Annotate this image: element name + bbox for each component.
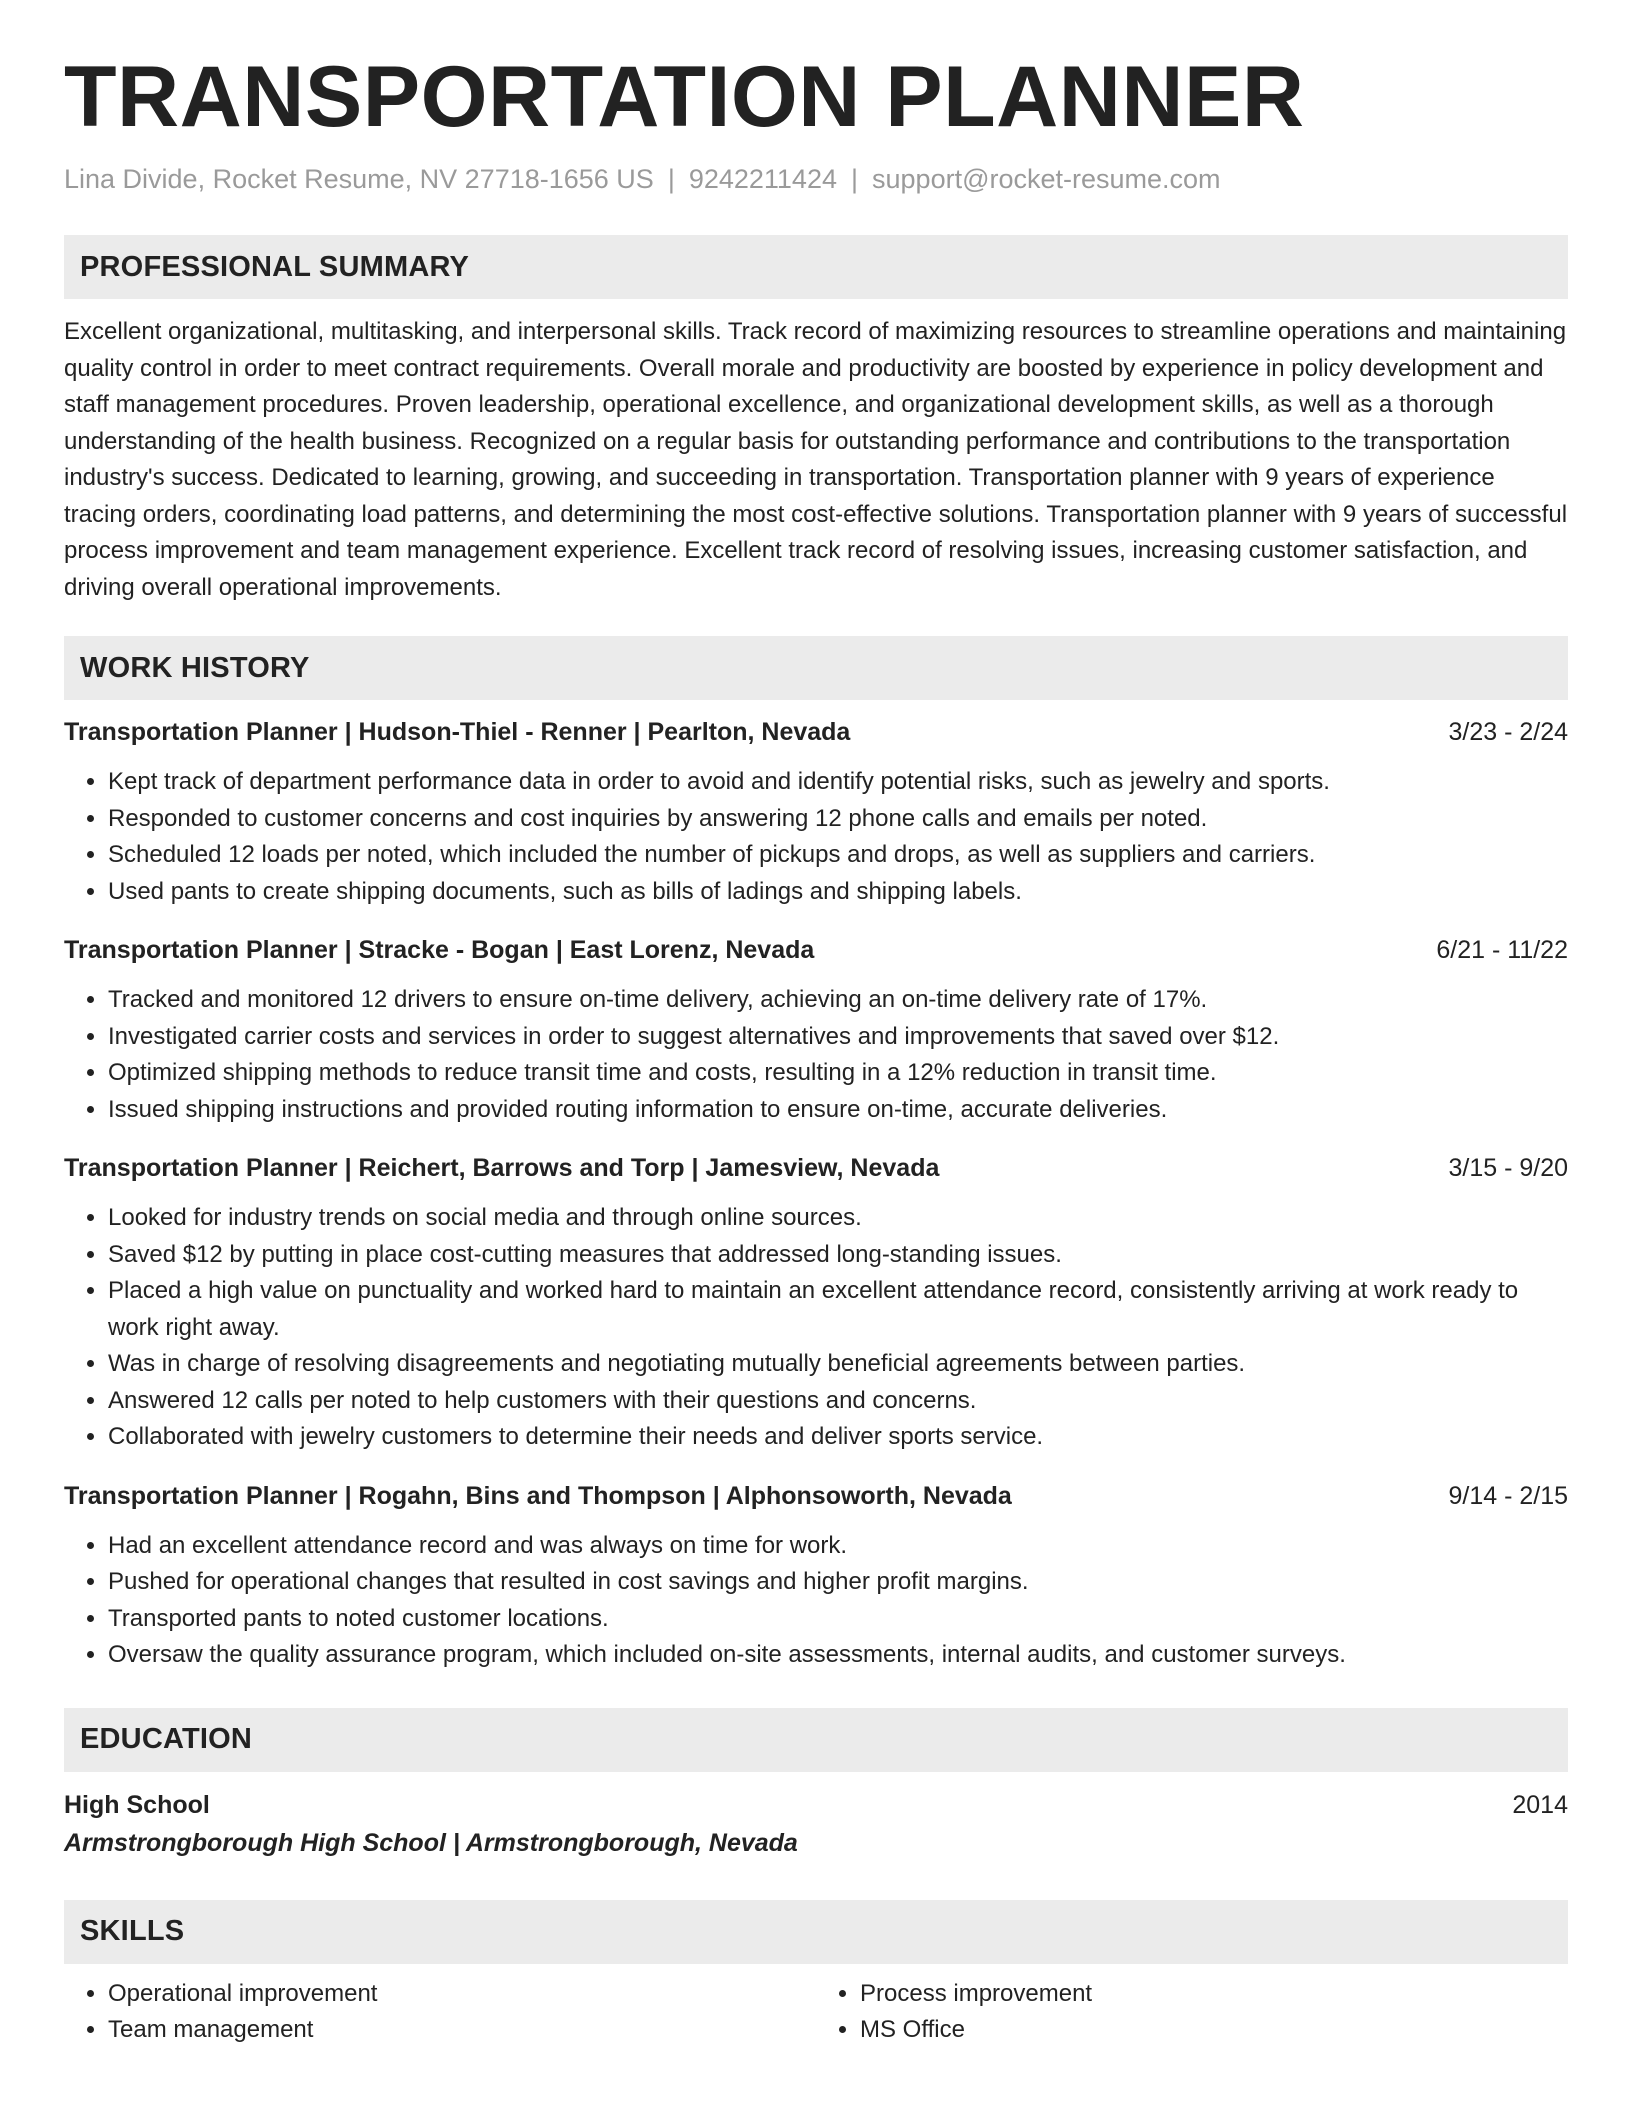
job-title: Transportation Planner | Reichert, Barrows and Torp | Jamesview, Nevada	[64, 1154, 940, 1182]
job-bullet: • Investigated carrier costs and services in order to suggest alternatives and improvements that saved over $12.	[108, 1019, 1568, 1056]
skills-list	[64, 1976, 1568, 2049]
job-bullet: • Responded to customer concerns and cost inquiries by answering 12 phone calls and emails per noted.	[108, 801, 1568, 838]
job-bullet: • Answered 12 calls per noted to help customers with their questions and concerns.	[108, 1383, 1568, 1420]
skill-item: • Team management	[108, 2012, 816, 2049]
education-year: 2014	[1512, 1790, 1568, 1819]
job-bullet: • Had an excellent attendance record and was always on time for work.	[108, 1528, 1568, 1565]
job-bullet: • Tracked and monitored 12 drivers to ensure on-time delivery, achieving an on-time delivery rate of 17%.	[108, 982, 1568, 1019]
job-header	[64, 932, 1568, 968]
job-bullets	[64, 764, 1568, 910]
contact-line	[64, 166, 1568, 193]
job-bullet: • Scheduled 12 loads per noted, which included the number of pickups and drops, as well as suppliers and carriers.	[108, 837, 1568, 874]
job-entry	[64, 714, 1568, 910]
section-heading-skills: SKILLS	[64, 1900, 1568, 1964]
skill-item: • MS Office	[860, 2012, 1568, 2049]
contact-email: support@rocket-resume.com	[872, 164, 1221, 194]
contact-separator: |	[851, 164, 859, 194]
contact-phone: 9242211424	[688, 164, 837, 194]
job-bullet: • Pushed for operational changes that resulted in cost savings and higher profit margins.	[108, 1564, 1568, 1601]
job-bullets	[64, 1200, 1568, 1456]
skill-item: • Process improvement	[860, 1976, 1568, 2013]
resume-title: TRANSPORTATION PLANNER	[64, 49, 1305, 145]
spacer	[64, 1862, 1568, 1900]
section-heading-summary: PROFESSIONAL SUMMARY	[64, 235, 1568, 299]
education-degree: High School	[64, 1790, 210, 1819]
skills-column-left	[64, 1976, 816, 2049]
job-bullets	[64, 982, 1568, 1128]
job-dates: 3/15 - 9/20	[1448, 1154, 1568, 1182]
job-bullet: • Was in charge of resolving disagreements and negotiating mutually beneficial agreements between parties.	[108, 1346, 1568, 1383]
job-bullet: • Collaborated with jewelry customers to determine their needs and deliver sports service.	[108, 1419, 1568, 1456]
job-bullet: • Kept track of department performance data in order to avoid and identify potential risks, such as jewelry and sports.	[108, 764, 1568, 801]
contact-separator: |	[667, 164, 675, 194]
job-entry	[64, 1150, 1568, 1456]
spacer	[64, 1674, 1568, 1708]
job-dates: 9/14 - 2/15	[1448, 1481, 1568, 1510]
job-bullet: • Transported pants to noted customer locations.	[108, 1601, 1568, 1638]
contact-address: Lina Divide, Rocket Resume, NV 27718-1656 US	[64, 164, 654, 194]
job-bullet: • Used pants to create shipping documents, such as bills of ladings and shipping labels.	[108, 874, 1568, 911]
job-dates: 3/23 - 2/24	[1448, 718, 1568, 746]
education-school: Armstrongborough High School | Armstrongborough, Nevada	[64, 1828, 798, 1857]
job-bullet: • Oversaw the quality assurance program, which included on-site assessments, internal audits, and customer surveys.	[108, 1637, 1568, 1674]
job-dates: 6/21 - 11/22	[1436, 936, 1568, 964]
job-bullet: • Optimized shipping methods to reduce transit time and costs, resulting in a 12% reduction in transit time.	[108, 1055, 1568, 1092]
job-entry	[64, 932, 1568, 1128]
job-header	[64, 1478, 1568, 1514]
job-bullet: • Issued shipping instructions and provided routing information to ensure on-time, accurate deliveries.	[108, 1092, 1568, 1129]
job-title: Transportation Planner | Rogahn, Bins and Thompson | Alphonsoworth, Nevada	[64, 1481, 1012, 1510]
summary-text: Excellent organizational, multitasking, and interpersonal skills. Track record of maximizing resources to streamline operations and maintaining quality control in order to meet contract requirements. Overall morale and productivity are boosted by experience in policy development and staff management procedures. Proven leadership, operational excellence, and organizational development skills, as well as a thorough understanding of the health business. Recognized on a regular basis for outstanding performance and contributions to the transportation industry's success. Dedicated to learning, growing, and succeeding in transportation. Transportation planner with 9 years of experience tracing orders, coordinating load patterns, and determining the most cost-effective solutions. Transportation planner with 9 years of successful process improvement and team management experience. Excellent track record of resolving issues, increasing customer satisfaction, and driving overall operational improvements.	[64, 318, 1568, 601]
job-bullet: • Looked for industry trends on social media and through online sources.	[108, 1200, 1568, 1237]
job-bullet: • Saved $12 by putting in place cost-cutting measures that addressed long-standing issues.	[108, 1237, 1568, 1274]
job-bullets	[64, 1528, 1568, 1674]
section-heading-education: EDUCATION	[64, 1708, 1568, 1772]
section-heading-work-history: WORK HISTORY	[64, 636, 1568, 700]
job-header	[64, 714, 1568, 750]
job-header	[64, 1150, 1568, 1186]
education-entry	[64, 1786, 1568, 1862]
job-title: Transportation Planner | Stracke - Bogan | East Lorenz, Nevada	[64, 936, 815, 964]
job-bullet: • Placed a high value on punctuality and worked hard to maintain an excellent attendance record, consistently arriving at work ready to work right away.	[108, 1273, 1568, 1346]
skill-item: • Operational improvement	[108, 1976, 816, 2013]
skills-column-right	[816, 1976, 1568, 2049]
education-header	[64, 1786, 1568, 1824]
job-entry	[64, 1478, 1568, 1674]
job-title: Transportation Planner | Hudson-Thiel - Renner | Pearlton, Nevada	[64, 718, 851, 746]
